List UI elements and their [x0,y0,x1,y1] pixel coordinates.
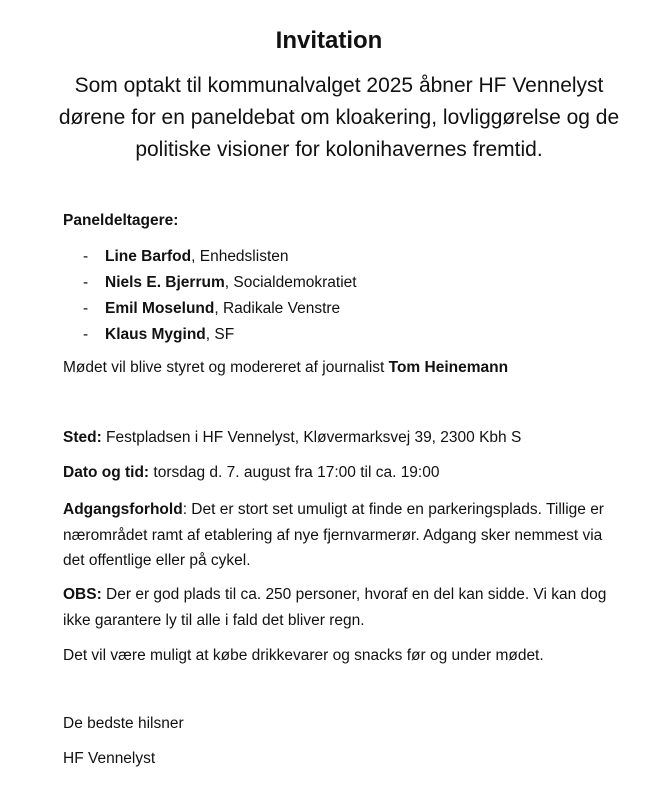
panelist-name: Line Barfod [105,248,192,265]
panelist-party: , SF [205,326,235,343]
location-text: Festpladsen i HF Vennelyst, Kløvermarksvej 39, 2300 Kbh S [101,429,522,446]
list-dash: - [83,300,89,317]
access-text: : Det er stort set umuligt at finde en parkeringsplads. Tillige er nærområdet ramt af etablering af nye fjernvarmerør. Adgang sker nemmest via det offentlige eller på cykel. [63,501,604,569]
list-dash: - [83,274,89,291]
moderator-text: Mødet vil blive styret og modereret af journalist [63,359,389,376]
obs-paragraph [63,582,623,633]
panelist-name: Emil Moselund [105,300,215,317]
date-time-label: Dato og tid: [63,464,150,481]
access-label: Adgangsforhold [63,501,183,518]
document-title: Invitation [275,27,383,54]
location-label: Sted: [63,429,102,446]
panelist-name: Niels E. Bjerrum [105,274,225,291]
panelist-name: Klaus Mygind [105,326,206,343]
date-time-text: torsdag d. 7. august fra 17:00 til ca. 19:00 [149,464,440,481]
signature-line: HF Vennelyst [63,750,156,767]
panelist-party: , Radikale Venstre [214,300,341,317]
panelist-item [83,270,357,296]
list-dash: - [83,248,89,265]
moderator-line [63,357,623,379]
moderator-name: Tom Heinemann [388,359,509,376]
intro-paragraph: Som optakt til kommunalvalget 2025 åbner HF Vennelyst dørene for en paneldebat om kloakering, lovliggørelse og de politiske visioner for kolonihavernes fremtid. [58,74,620,161]
greeting-line: De bedste hilsner [63,715,184,732]
panelist-item [83,296,357,322]
location-line [63,427,623,449]
panelist-item [83,244,357,270]
panel-heading: Paneldeltagere: [63,212,179,229]
list-dash: - [83,326,89,343]
date-time-line [63,462,623,484]
access-paragraph [63,497,623,574]
panelist-item [83,322,357,348]
obs-text: Der er god plads til ca. 250 personer, hvoraf en del kan sidde. Vi kan dog ikke garantere ly til alle i fald det bliver regn. [63,586,607,629]
panelist-party: , Socialdemokratiet [224,274,357,291]
panelist-party: , Enhedslisten [191,248,289,265]
panelist-list [83,244,357,348]
obs-label: OBS: [63,586,102,603]
refreshments-line: Det vil være muligt at købe drikkevarer og snacks før og under mødet. [63,647,544,664]
